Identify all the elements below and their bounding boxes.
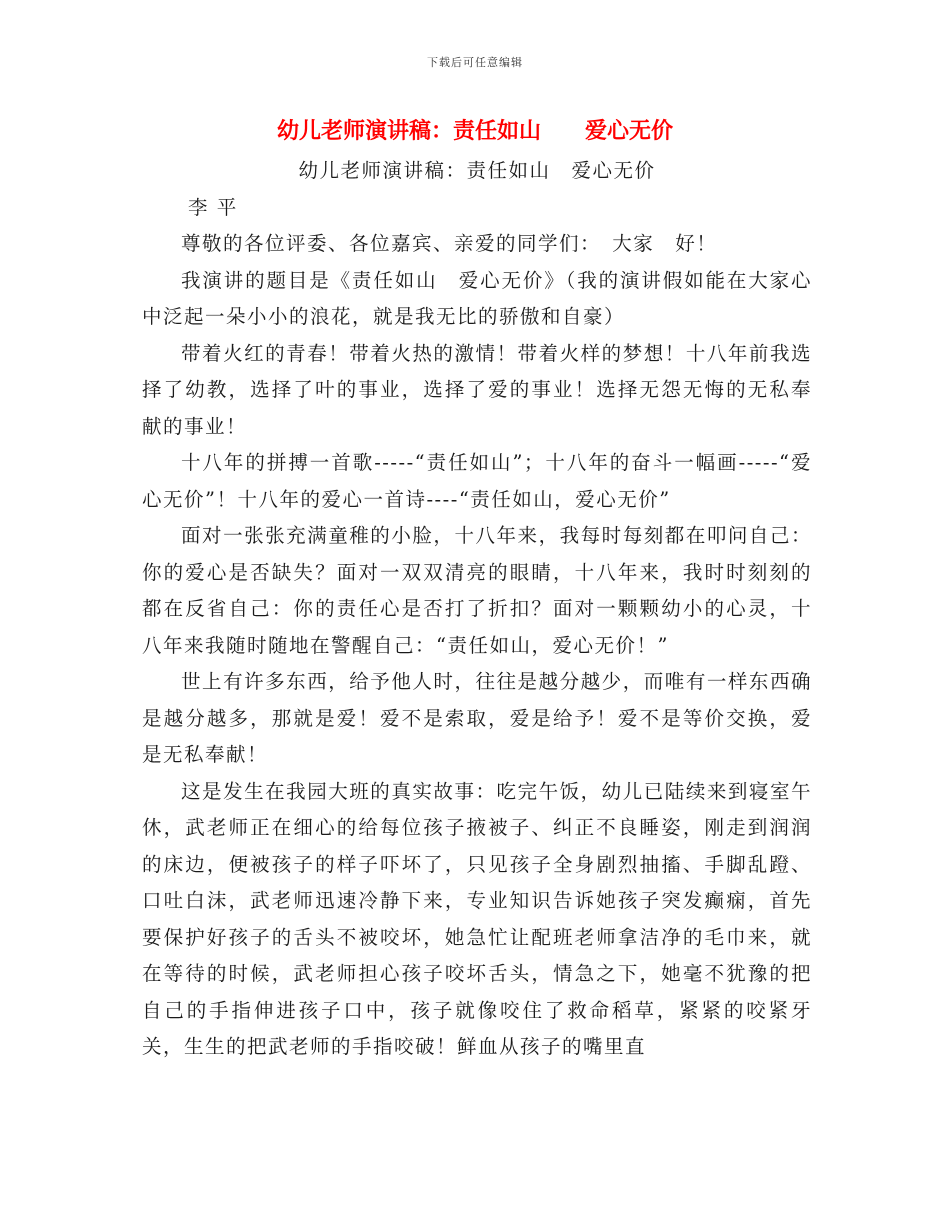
paragraph: 面对一张张充满童稚的小脸，十八年来，我每时每刻都在叩问自己：你的爱心是否缺失？面对一双双清亮的眼睛，十八年来，我时时刻刻的都在反省自己：你的责任心是否打了折扣？面对一颗颗幼小的心灵，十八年来我随时随地在警醒自己：“责任如山，爱心无价！” [142, 524, 812, 657]
paragraph: 带着火红的青春！带着火热的激情！带着火样的梦想！十八年前我选择了幼教，选择了叶的事业，选择了爱的事业！选择无怨无悔的无私奉献的事业！ [142, 341, 812, 438]
author-name: 李 平 [188, 195, 238, 219]
document-subtitle: 幼儿老师演讲稿：责任如山 爱心无价 [298, 159, 656, 182]
paragraph: 我演讲的题目是《责任如山 爱心无价》（我的演讲假如能在大家心中泛起一朵小小的浪花，就是我无比的骄傲和自豪） [142, 268, 812, 328]
paragraph: 十八年的拼搏一首歌-----“责任如山”；十八年的奋斗一幅画-----“爱心无价”！十八年的爱心一首诗----“责任如山，爱心无价” [142, 451, 812, 511]
paragraph: 尊敬的各位评委、各位嘉宾、亲爱的同学们： 大家 好！ [181, 232, 718, 255]
header-note: 下载后可任意编辑 [427, 56, 523, 69]
paragraph: 世上有许多东西，给予他人时，往往是越分越少，而唯有一样东西确是越分越多，那就是爱！爱不是索取，爱是给予！爱不是等价交换，爱是无私奉献！ [142, 670, 812, 766]
document-body [142, 153, 812, 1066]
paragraph: 这是发生在我园大班的真实故事：吃完午饭，幼儿已陆续来到寝室午休，武老师正在细心的给每位孩子掖被子、纠正不良睡姿，刚走到润润的床边，便被孩子的样子吓坏了，只见孩子全身剧烈抽搐、手脚乱蹬、口吐白沫，武老师迅速冷静下来，专业知识告诉她孩子突发癫痫，首先要保护好孩子的舌头不被咬坏，她急忙让配班老师拿洁净的毛巾来，就在等待的时候，武老师担心孩子咬坏舌头，情急之下，她毫不犹豫的把自己的手指伸进孩子口中，孩子就像咬住了救命稻草，紧紧的咬紧牙关，生生的把武老师的手指咬破！鲜血从孩子的嘴里直 [142, 779, 812, 1058]
document-title: 幼儿老师演讲稿：责任如山 爱心无价 [276, 119, 673, 144]
